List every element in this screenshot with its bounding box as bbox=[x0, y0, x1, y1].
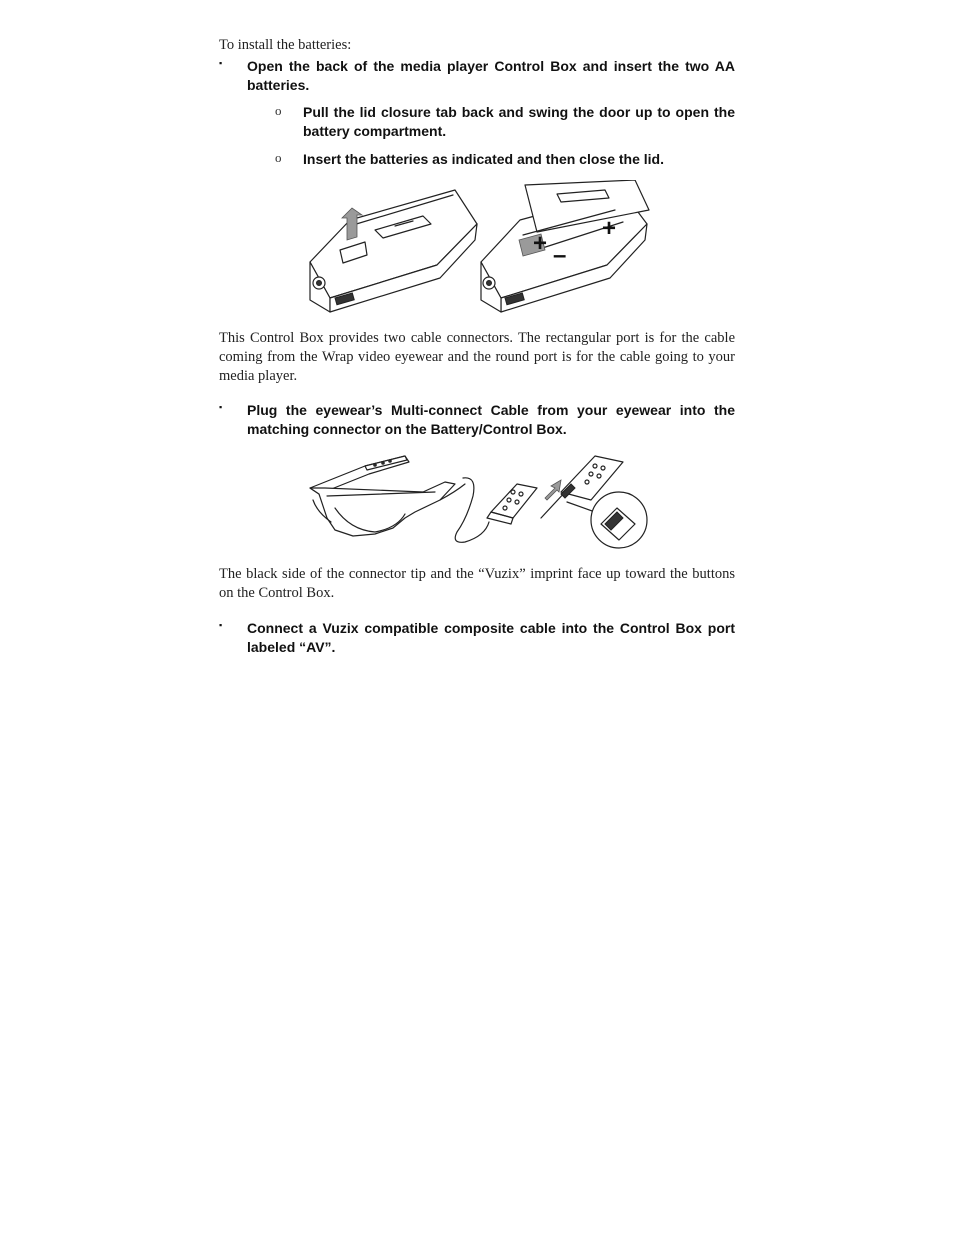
intro-text: To install the batteries: bbox=[219, 37, 352, 53]
bullet-plug-cable bbox=[219, 401, 735, 439]
bullet-marker: ▪ bbox=[219, 58, 223, 68]
connector-tip-paragraph: The black side of the connector tip and the “Vuzix” imprint face up toward the buttons on the Control Box. bbox=[219, 566, 735, 601]
sub-bullet-marker: o bbox=[275, 103, 282, 118]
bullet-marker: ▪ bbox=[219, 620, 223, 630]
sub-bullet-pull-lid bbox=[275, 103, 735, 141]
sub-bullet-text-insert-batteries: Insert the batteries as indicated and then close the lid. bbox=[303, 151, 664, 167]
bullet-text-plug-cable: Plug the eyewear’s Multi-connect Cable from your eyewear into the matching connector on the Battery/Control Box. bbox=[247, 402, 735, 437]
sub-bullet-marker: o bbox=[275, 150, 282, 165]
control-box-closed-illustration bbox=[310, 190, 477, 312]
battery-plus-sign-2: + bbox=[602, 215, 617, 242]
connectors-paragraph: This Control Box provides two cable connectors. The rectangular port is for the cable coming from the Wrap video eyewear and the round port is for the cable going to your media player. bbox=[219, 330, 735, 384]
bullet-marker: ▪ bbox=[219, 402, 223, 412]
eyewear-illustration bbox=[310, 456, 465, 536]
bullet-connect-av bbox=[219, 619, 735, 657]
sub-bullet-text-pull-lid: Pull the lid closure tab back and swing the door up to open the battery compartment. bbox=[303, 104, 735, 139]
control-box-battery-figure bbox=[305, 180, 650, 316]
bullet-open-box bbox=[219, 57, 735, 95]
bullet-text-connect-av: Connect a Vuzix compatible composite cable into the Control Box port labeled “AV”. bbox=[247, 620, 735, 655]
battery-minus-sign: – bbox=[553, 242, 567, 269]
connector-insert-illustration bbox=[541, 456, 647, 548]
bullet-text-open-box: Open the back of the media player Control Box and insert the two AA batteries. bbox=[247, 58, 735, 93]
eyewear-connection-figure bbox=[305, 448, 650, 552]
sub-bullet-insert-batteries bbox=[275, 150, 735, 169]
control-box-remote-illustration bbox=[487, 484, 537, 524]
battery-plus-sign: + bbox=[533, 230, 548, 257]
